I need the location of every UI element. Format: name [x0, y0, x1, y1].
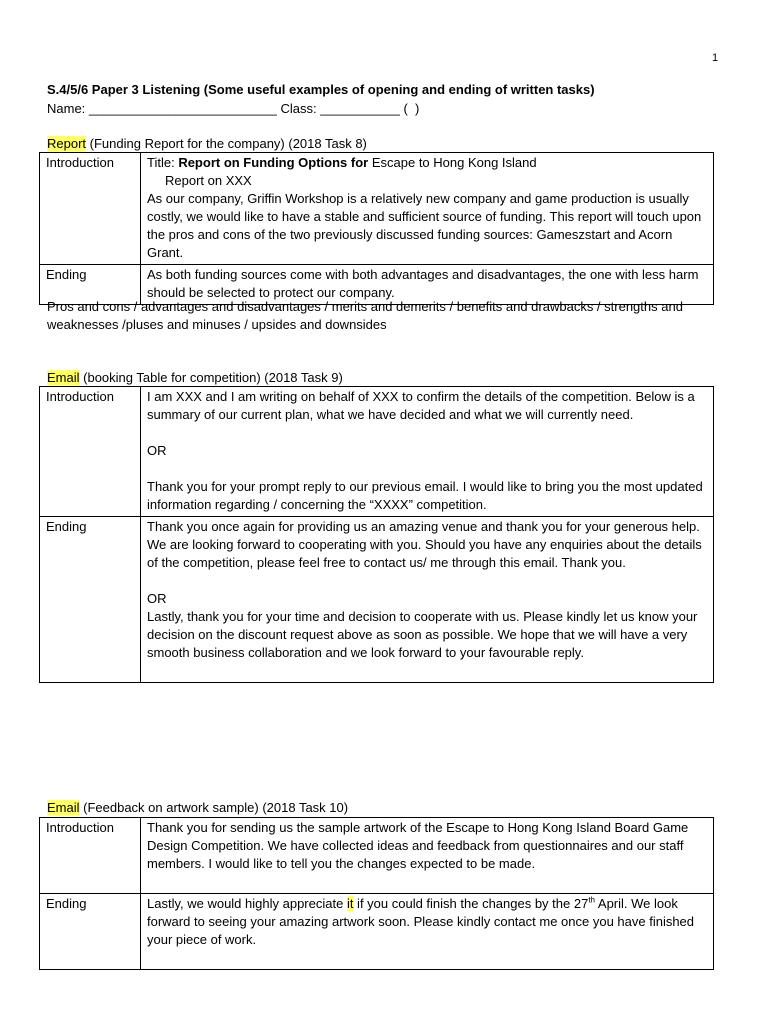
table-row: [40, 894, 714, 970]
class-label: Class:: [280, 101, 317, 116]
number-paren: ( ): [403, 101, 420, 116]
section-email-heading: [47, 370, 343, 385]
or-label: OR: [147, 591, 167, 606]
name-blank: __________________________: [88, 101, 277, 116]
section-tag: Email: [47, 800, 80, 815]
paragraph: I am XXX and I am writing on behalf of XXX to confirm the details of the competition. Below is a summary of our current plan, what we have decided and what we will currently need.: [147, 389, 695, 422]
row-label: Introduction: [40, 818, 141, 894]
paragraph: As our company, Griffin Workshop is a relatively new company and game production is usually costly, we would like to have a stable and sufficient source of funding. This report will touch upon the pros and cons of the two previously discussed funding sources: Gameszstart and Acorn Grant.: [147, 191, 702, 260]
report-table: [39, 152, 714, 305]
row-label: Introduction: [40, 387, 141, 517]
table-row: [40, 153, 714, 265]
table-row: [40, 517, 714, 683]
table-row: [40, 818, 714, 894]
subtitle-line: Report on XXX: [165, 173, 252, 188]
row-content: [141, 894, 714, 970]
section-email-feedback-heading: [47, 800, 348, 815]
title-rest: Escape to Hong Kong Island: [368, 155, 537, 170]
section-subtitle: (Feedback on artwork sample) (2018 Task 10): [83, 800, 349, 815]
paragraph: As both funding sources come with both advantages and disadvantages, the one with less harm should be selected to protect our company.: [147, 267, 699, 300]
booking-email-table: [39, 386, 714, 683]
row-content: [141, 818, 714, 894]
name-class-line: [47, 101, 419, 116]
highlighted-word: it: [346, 896, 354, 911]
section-subtitle: (booking Table for competition) (2018 Task 9): [83, 370, 343, 385]
section-subtitle: (Funding Report for the company) (2018 Task 8): [89, 136, 367, 151]
table-row: [40, 387, 714, 517]
title-prefix: Title:: [147, 155, 179, 170]
synonyms-note: Pros and cons / advantages and disadvantages / merits and demerits / benefits and drawbacks / strengths and weaknesses /pluses and minuses / upsides and downsides: [47, 299, 683, 332]
class-blank: ___________: [320, 101, 400, 116]
paragraph: Lastly, thank you for your time and decision to cooperate with us. Please kindly let us know your decision on the discount request above as soon as possible. We hope that we will have a very smooth business collaboration and we look forward to your favourable reply.: [147, 609, 698, 660]
title-bold: Report on Funding Options for: [178, 155, 369, 170]
document-title: S.4/5/6 Paper 3 Listening (Some useful examples of opening and ending of written tasks): [47, 82, 595, 97]
section-tag: Report: [47, 136, 87, 151]
row-content: [141, 153, 714, 265]
or-label: OR: [147, 443, 167, 458]
feedback-email-table: [39, 817, 714, 970]
paragraph: Thank you for your prompt reply to our previous email. I would like to bring you the most updated information regarding / concerning the “XXXX” competition.: [147, 479, 703, 512]
section-report-heading: [47, 136, 367, 151]
row-content: [141, 387, 714, 517]
row-content: [141, 517, 714, 683]
page-number: 1: [712, 52, 719, 64]
section-tag: Email: [47, 370, 80, 385]
row-label: Introduction: [40, 153, 141, 265]
row-label: Ending: [40, 265, 141, 305]
paragraph: Thank you for sending us the sample artwork of the Escape to Hong Kong Island Board Game Design Competition. We have collected ideas and feedback from questionnaires and our staff members. I would like to tell you the changes expected to be made.: [147, 820, 689, 871]
row-label: Ending: [40, 894, 141, 970]
paragraph: Lastly, we would highly appreciate it if you could finish the changes by the 27th April. We look forward to seeing your amazing artwork soon. Please kindly contact me once you have finished your piece of work.: [147, 895, 695, 947]
row-label: Ending: [40, 517, 141, 683]
paragraph: Thank you once again for providing us an amazing venue and thank you for your generous help. We are looking forward to cooperating with you. Should you have any enquiries about the details of the competition, please feel free to contact us/ me through this email. Thank you.: [147, 519, 702, 570]
name-label: Name:: [47, 101, 86, 116]
